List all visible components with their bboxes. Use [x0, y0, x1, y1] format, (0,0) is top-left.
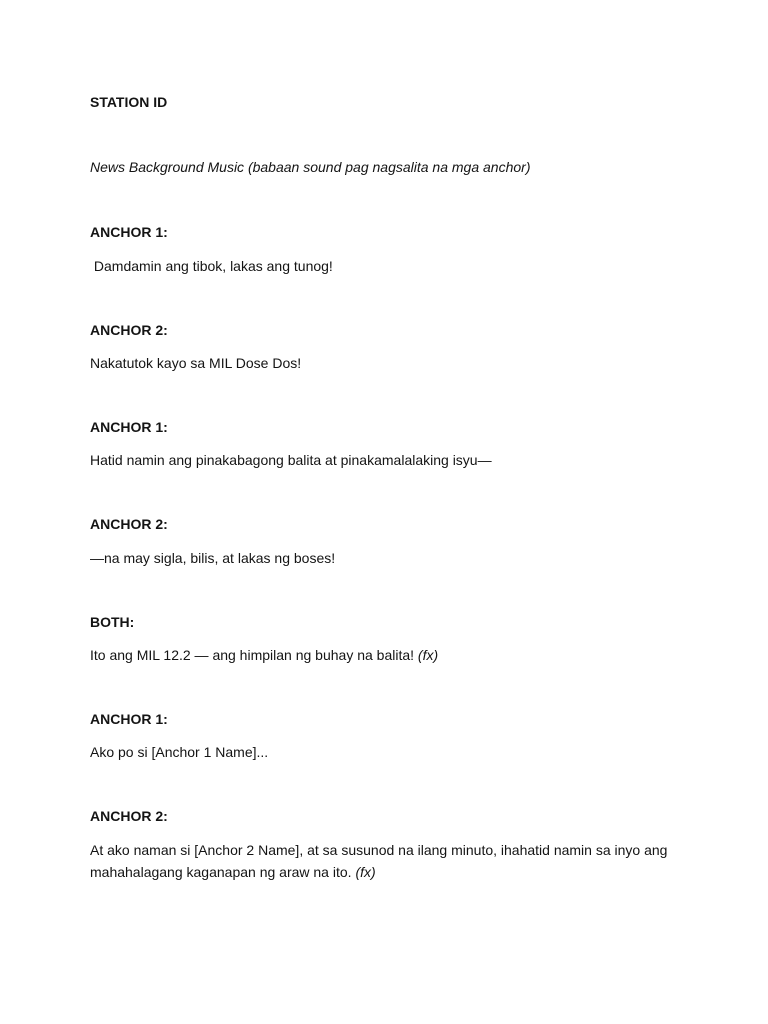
dialogue-text: Nakatutok kayo sa MIL Dose Dos! [90, 355, 302, 371]
music-cue: News Background Music (babaan sound pag nagsalita na mga anchor) [90, 159, 531, 175]
fx-cue: (fx) [355, 864, 376, 880]
fx-cue: (fx) [417, 647, 439, 663]
dialogue-text: Damdamin ang tibok, lakas ang tunog! [90, 258, 333, 274]
dialogue-line [90, 449, 680, 471]
dialogue-text: Ako po si [Anchor 1 Name]... [90, 744, 269, 760]
speaker-label: ANCHOR 1: [90, 224, 168, 240]
dialogue-line [90, 741, 680, 763]
dialogue-text: Ito ang MIL 12.2 — ang himpilan ng buhay na balita! [90, 647, 418, 663]
dialogue-line [90, 547, 680, 569]
speaker-label: ANCHOR 2: [90, 516, 168, 532]
speaker-label: BOTH: [90, 614, 135, 630]
dialogue-text: Hatid namin ang pinakabagong balita at pinakamalalaking isyu— [90, 452, 492, 468]
dialogue-line [90, 644, 680, 666]
dialogue-line [90, 255, 680, 277]
speaker-label: ANCHOR 1: [90, 419, 168, 435]
speaker-label: ANCHOR 2: [90, 322, 168, 338]
speaker-label: ANCHOR 1: [90, 711, 168, 727]
script-body [90, 92, 680, 883]
dialogue-text: —na may sigla, bilis, at lakas ng boses! [90, 550, 336, 566]
dialogue-line [90, 352, 680, 374]
dialogue-line [90, 839, 680, 883]
speaker-label: ANCHOR 2: [90, 808, 168, 824]
dialogue-text: At ako naman si [Anchor 2 Name], at sa susunod na ilang minuto, ihahatid namin sa inyo ang mahahalagang kaganapan ng araw na ito. [90, 842, 672, 880]
station-id-heading: STATION ID [90, 94, 168, 110]
